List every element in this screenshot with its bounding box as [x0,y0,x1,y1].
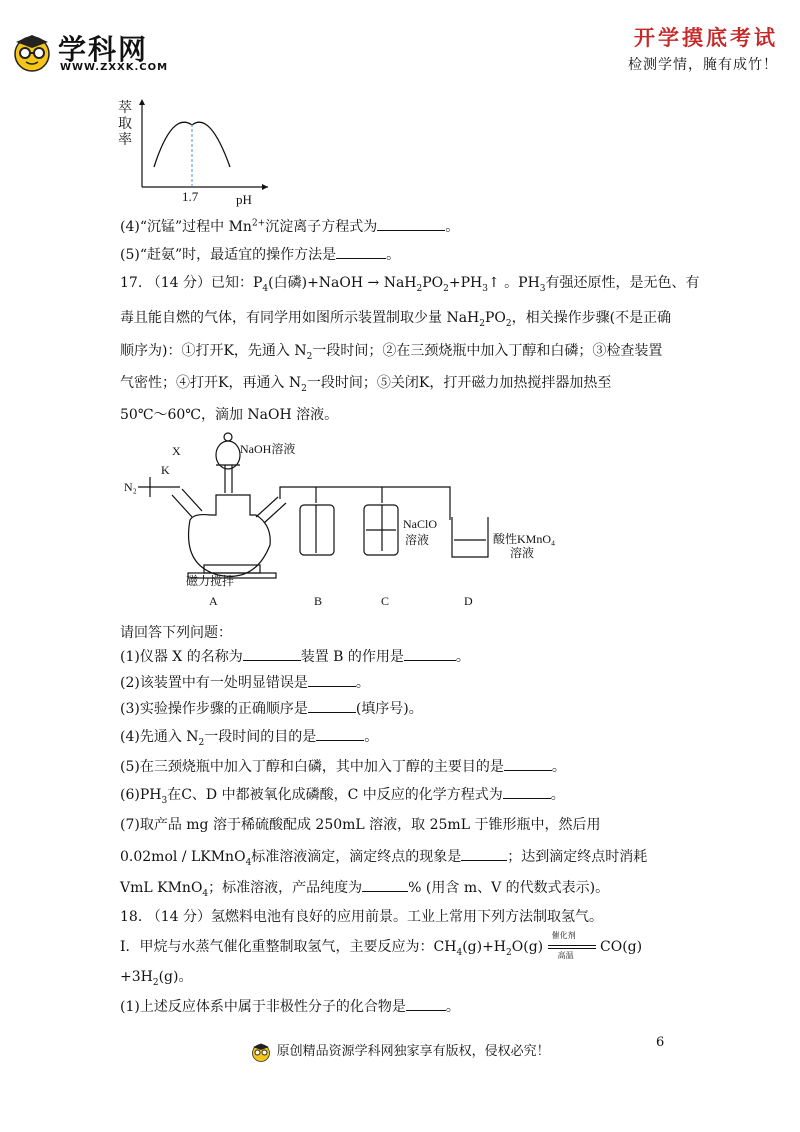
q17-question-4: (4)先通入 $N_2$一段时间的目的是 。 [120,726,378,748]
q16-item-5: (5)“赶氨”时，最适宜的操作方法是 。 [120,244,400,264]
footer-text: 原创精品资源学科网独家享有版权，侵权必究！ [276,1044,550,1059]
q18-intro: 18. （14 分）氢燃料电池有良好的应用前景。工业上常用下列方法制取氢气。 [120,909,603,925]
q17-question-7-line-2: 0.02mol / LKMnO$_4$标准溶液滴定，滴定终点的现象是 ；达到滴定终点时消耗 [120,846,647,868]
answer-blank[interactable] [308,672,356,687]
label-naoh: NaOH溶液 [240,442,296,456]
q17-question-7-line-1: (7)取产品 mg 溶于稀硫酸配成 250mL 溶液，取 25mL 于锥形瓶中，然后用 [120,817,601,833]
label-x: X [172,444,181,458]
graph-ylabel-2: 取 [118,117,132,132]
q17-question-5: (5)在三颈烧瓶中加入丁醇和白磷，其中加入丁醇的主要目的是 。 [120,756,566,776]
answer-blank[interactable] [362,877,408,892]
q17-intro-line-2: 毒且能自燃的气体，有同学用如图所示装置制取少量 $NaH_2PO_2$，相关操作步骤(不是正确 [120,310,672,329]
label-b: B [314,594,323,608]
slogan: 开学摸底考试 [634,25,778,50]
answer-blank[interactable] [503,784,551,799]
logo-text: 学科网 [58,33,149,66]
answer-blank[interactable] [316,726,364,741]
q17-intro-line-3: 顺序为)：①打开K，先通入 $N_2$一段时间；②在三颈烧瓶中加入丁醇和白磷；③检查装置 [120,343,663,362]
graph-xlabel: pH [236,192,252,207]
site-logo [10,22,170,82]
label-c: C [381,594,390,608]
answer-blank[interactable] [461,846,507,861]
graph-ylabel-1: 萃 [118,101,132,116]
q17-question-3: (3)实验操作步骤的正确顺序是 (填序号)。 [120,698,423,718]
answer-blank[interactable] [404,646,456,661]
q17-question-6: $(6)PH_3$在C、D 中都被氧化成磷酸，C 中反应的化学方程式为 。 [120,784,565,806]
answer-blank[interactable] [377,216,445,231]
mascot-icon [250,1041,272,1063]
logo-url: WWW.ZXXK.COM [60,62,169,73]
label-stir: 磁力搅拌 [186,574,235,588]
label-naclo-2: 溶液 [405,533,430,547]
q17-intro-line-1: 17. （14 分）已知：$P_4$(白磷)+NaOH → $NaH_2PO_2+PH_3↑$ 。$PH_3$有强还原性，是无色、有 [120,275,700,294]
page-number: 6 [656,1035,665,1050]
reversible-arrow: 催化剂 高温 [548,939,596,955]
footer [0,1040,800,1063]
answer-blank[interactable] [504,756,552,771]
graph-tick-label: 1.7 [182,189,199,204]
q17-question-1: (1)仪器 X 的名称为 装置 B 的作用是 。 [120,646,470,666]
q17-question-2: (2)该装置中有一处明显错误是 。 [120,672,370,692]
answer-blank[interactable] [406,996,446,1011]
label-n2: N₂ [124,480,137,494]
answer-blank[interactable] [336,244,386,259]
label-d: D [464,594,473,608]
q17-intro-line-4: 气密性；④打开K，再通入 $N_2$一段时间；⑤关闭K，打开磁力加热搅拌器加热至 [120,375,612,394]
q17-prompt: 请回答下列问题： [120,625,232,641]
mascot-icon [10,30,54,74]
label-kmno4-1: 酸性KMnO₄ [493,532,556,546]
label-a: A [209,594,218,608]
answer-blank[interactable] [243,646,301,661]
q18-part-1: Ⅰ．甲烷与水蒸气催化重整制取氢气，主要反应为：$CH_4(g)+H_2O(g)$ 催化剂 高温 CO(g) [120,931,643,960]
label-naclo-1: NaClO [403,517,437,531]
q18-question-1: (1)上述反应体系中属于非极性分子的化合物是 。 [120,996,460,1016]
q18-part-1-cont: $+3H_2(g)$。 [120,969,193,988]
sub-slogan: 检测学情，腌有成竹！ [628,57,778,73]
q17-question-7-line-3: VmL KMnO$_4$；标准溶液，产品纯度为 % (用含 m、V 的代数式表示)。 [120,877,609,899]
header-slogan-block [628,22,778,74]
graph-ylabel-3: 率 [118,133,132,148]
label-kmno4-2: 溶液 [510,546,535,560]
answer-blank[interactable] [308,698,356,713]
q17-intro-line-5: 50℃～60℃，滴加 NaOH 溶液。 [120,407,339,423]
q16-item-4: (4)“沉锰”过程中 $Mn^{2+}$沉淀离子方程式为 。 [120,216,459,236]
label-k: K [161,463,170,477]
